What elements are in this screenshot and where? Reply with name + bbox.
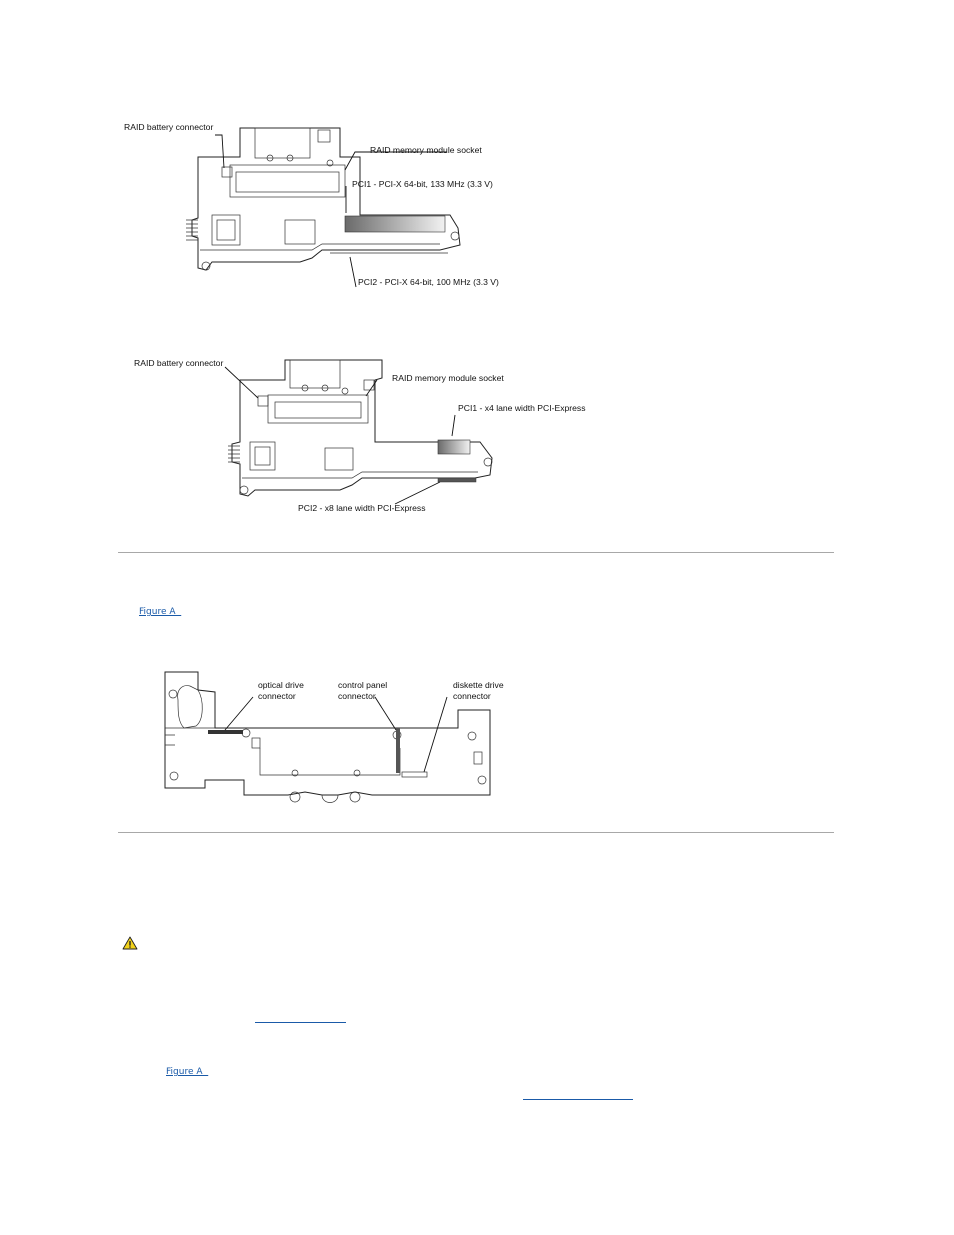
section-divider bbox=[118, 832, 834, 833]
riser-board-pcix-figure bbox=[124, 122, 499, 287]
cross-reference-link[interactable] bbox=[255, 1022, 346, 1023]
drive-board-figure bbox=[165, 672, 504, 803]
callout-raid-battery-connector-1: RAID battery connector bbox=[124, 122, 214, 132]
callout-control-panel-1: control panel bbox=[338, 680, 388, 690]
callout-diskette-drive-2: connector bbox=[453, 691, 491, 701]
callout-raid-memory-socket-2: RAID memory module socket bbox=[392, 373, 504, 383]
callout-raid-battery-connector-2: RAID battery connector bbox=[134, 358, 224, 368]
callout-pci2-1: PCI2 - PCI-X 64-bit, 100 MHz (3.3 V) bbox=[358, 277, 499, 287]
figure-a-link[interactable]: Figure A bbox=[166, 1067, 209, 1077]
section-divider bbox=[118, 552, 834, 553]
callout-diskette-drive-1: diskette drive bbox=[453, 680, 504, 690]
cross-reference-link[interactable] bbox=[523, 1099, 633, 1100]
callout-raid-memory-socket-1: RAID memory module socket bbox=[370, 145, 482, 155]
caution-triangle-icon bbox=[122, 936, 138, 950]
callout-pci2-2: PCI2 - x8 lane width PCI-Express bbox=[298, 503, 426, 513]
pcix-slot-graphic bbox=[345, 216, 445, 232]
callout-control-panel-2: connector bbox=[338, 691, 376, 701]
figure-a-link[interactable]: Figure A bbox=[139, 607, 182, 617]
callout-pci1-1: PCI1 - PCI-X 64-bit, 133 MHz (3.3 V) bbox=[352, 179, 493, 189]
callout-optical-drive-2: connector bbox=[258, 691, 296, 701]
riser-board-pcie-figure bbox=[134, 358, 586, 513]
callout-optical-drive-1: optical drive bbox=[258, 680, 304, 690]
callout-pci1-2: PCI1 - x4 lane width PCI-Express bbox=[458, 403, 586, 413]
